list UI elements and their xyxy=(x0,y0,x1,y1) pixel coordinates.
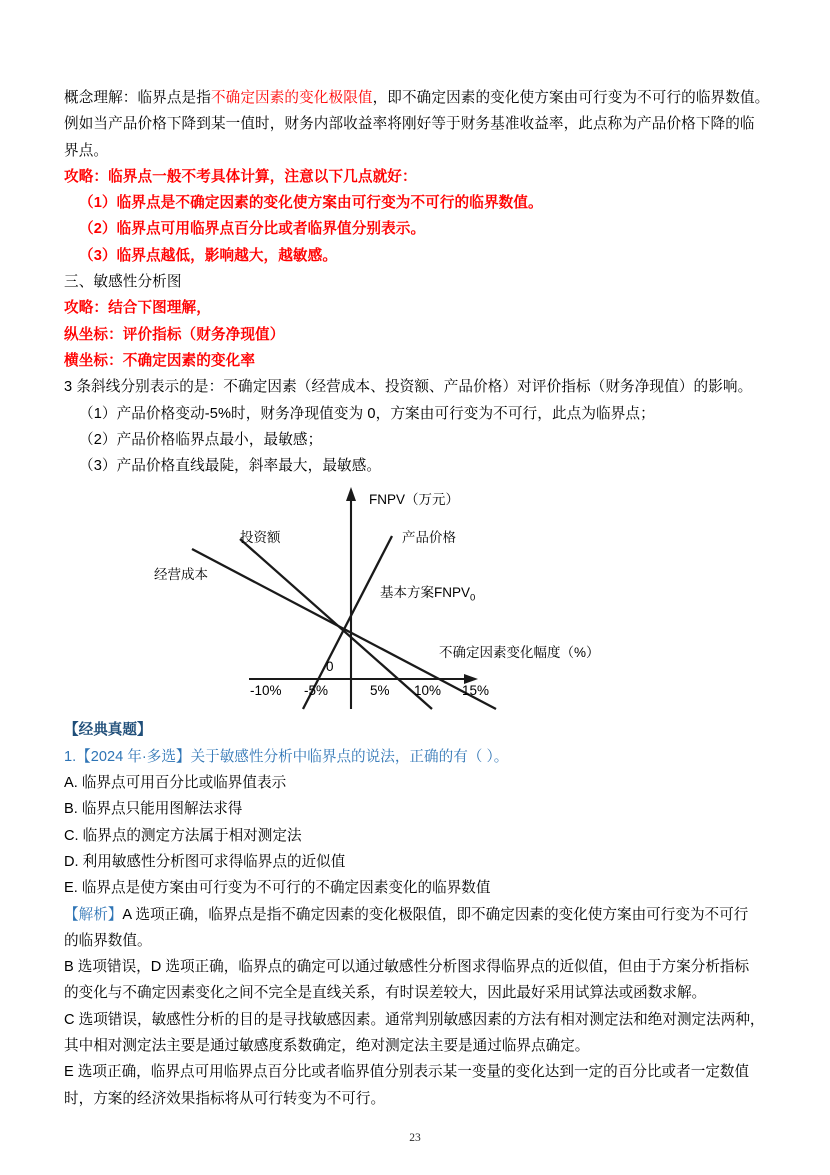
y-axis-arrowhead xyxy=(346,487,356,501)
chart-xtick-5: 5% xyxy=(370,683,390,699)
strategy-title-1: 攻略：临界点一般不考具体计算，注意以下几点就好： xyxy=(64,168,417,185)
section-point-2: （2）产品价格临界点最小，最敏感； xyxy=(79,431,323,448)
exam-option-b[interactable]: B. 临界点只能用图解法求得 xyxy=(64,801,243,818)
chart-xtick--5: -5% xyxy=(304,683,329,699)
section-description: 3 条斜线分别表示的是：不确定因素（经营成本、投资额、产品价格）对评价指标（财务净现值）的影响。 xyxy=(64,379,753,396)
exam-header: 【经典真题】 xyxy=(64,722,152,739)
exam-question: 1.【2024 年·多选】关于敏感性分析中临界点的说法，正确的有（ ）。 xyxy=(64,748,509,765)
y-axis-note: 纵坐标：评价指标（财务净现值） xyxy=(64,326,285,343)
section-strategy-title: 攻略：结合下图理解， xyxy=(64,300,211,317)
series-line-operating-cost xyxy=(192,549,496,709)
concept-rest: ，即不确定因素的变化使方案由可行变为不可行的临界数值。 xyxy=(372,90,770,106)
exam-option-d[interactable]: D. 利用敏感性分析图可求得临界点的近似值 xyxy=(64,853,346,870)
chart-origin-label: 0 xyxy=(326,659,334,675)
strategy-item-3: （3）临界点越低，影响越大，越敏感。 xyxy=(79,247,338,264)
chart-y-axis-label: FNPV（万元） xyxy=(369,492,460,508)
chart-xtick--10: -10% xyxy=(250,683,282,699)
concept-line-1 xyxy=(64,85,768,111)
concept-line-3: 界点。 xyxy=(64,142,109,159)
analysis-p3-line2: 其中相对测定法主要是通过敏感度系数确定，绝对测定法主要是通过临界点确定。 xyxy=(64,1038,590,1055)
series-label-product-price: 产品价格 xyxy=(402,530,456,546)
analysis-p4-line2: 时，方案的经济效果指标将从可行转变为不可行。 xyxy=(64,1090,386,1107)
x-axis-note: 横坐标：不确定因素的变化率 xyxy=(64,352,256,369)
section-point-3: （3）产品价格直线最陡，斜率最大，最敏感。 xyxy=(79,458,382,475)
concept-line-2: 例如当产品价格下降到某一值时，财务内部收益率将刚好等于财务基准收益率，此点称为产品价格下降的临 xyxy=(64,116,755,133)
exam-option-c[interactable]: C. 临界点的测定方法属于相对测定法 xyxy=(64,827,302,844)
analysis-p1-line2: 的临界数值。 xyxy=(64,932,152,949)
sensitivity-analysis-chart xyxy=(64,481,768,713)
base-label-text: 基本方案FNPV xyxy=(380,585,471,601)
series-label-investment: 投资额 xyxy=(240,530,281,546)
section-point-1: （1）产品价格变动-5%时，财务净现值变为 0，方案由可行变为不可行，此点为临界点； xyxy=(79,405,655,422)
concept-lead: 概念理解：临界点是指 xyxy=(64,90,211,106)
exam-option-a[interactable]: A. 临界点可用百分比或临界值表示 xyxy=(64,775,287,792)
analysis-paragraph-1 xyxy=(64,902,768,928)
strategy-item-1: （1）临界点是不确定因素的变化使方案由可行变为不可行的临界数值。 xyxy=(79,195,543,212)
page-number: 23 xyxy=(409,1132,421,1144)
chart-xtick-15: 15% xyxy=(462,683,490,699)
series-label-operating-cost: 经营成本 xyxy=(154,567,208,583)
exam-option-e[interactable]: E. 临界点是使方案由可行变为不可行的不确定因素变化的临界数值 xyxy=(64,880,491,897)
analysis-p3-line1: C 选项错误，敏感性分析的目的是寻找敏感因素。通常判别敏感因素的方法有相对测定法和绝对测定法两种， xyxy=(64,1011,765,1028)
chart-xtick-10: 10% xyxy=(414,683,442,699)
base-label-subscript: 0 xyxy=(470,593,476,605)
analysis-tag: 【解析】 xyxy=(64,906,123,923)
analysis-p4-line1: E 选项正确，临界点可用临界点百分比或者临界值分别表示某一变量的变化达到一定的百分比或者一定数值 xyxy=(64,1064,750,1081)
chart-base-scheme-label xyxy=(380,581,475,604)
concept-highlight: 不确定因素的变化极限值 xyxy=(210,90,373,106)
analysis-p1-line1: A 选项正确，临界点是指不确定因素的变化极限值，即不确定因素的变化使方案由可行变为不可行 xyxy=(122,906,749,923)
analysis-p2-line2: 的变化与不确定因素变化之间不完全是直线关系，有时误差较大，因此最好采用试算法或函数求解。 xyxy=(64,985,707,1002)
chart-x-axis-label: 不确定因素变化幅度（%） xyxy=(439,645,600,661)
section-heading: 三、敏感性分析图 xyxy=(64,274,182,291)
strategy-item-2: （2）临界点可用临界点百分比或者临界值分别表示。 xyxy=(79,221,426,238)
analysis-p2-line1: B 选项错误，D 选项正确，临界点的确定可以通过敏感性分析图求得临界点的近似值，但由于方案分析指标 xyxy=(64,959,750,976)
